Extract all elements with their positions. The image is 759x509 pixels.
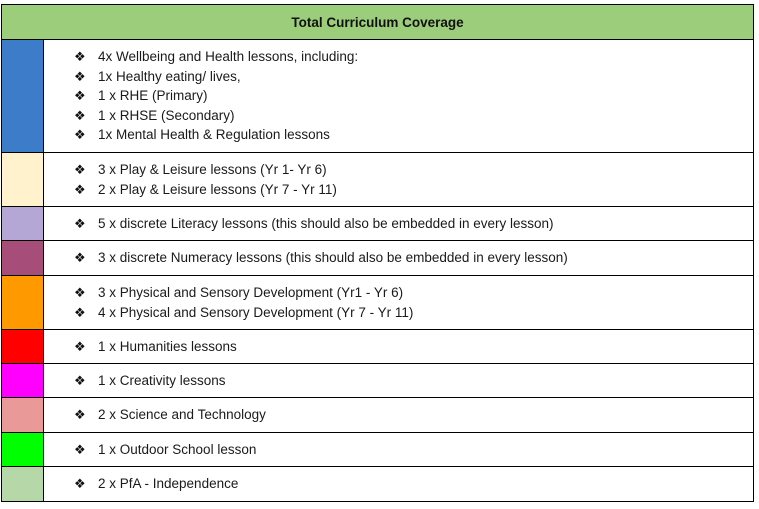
list-item [74, 125, 753, 145]
list-item [74, 160, 753, 180]
list-item [74, 214, 753, 234]
color-swatch [2, 330, 44, 364]
lesson-list [74, 337, 753, 357]
coverage-cell [44, 330, 753, 364]
diamond-bullet-icon: ❖ [74, 304, 86, 320]
diamond-bullet-icon: ❖ [74, 88, 86, 104]
diamond-bullet-icon: ❖ [74, 49, 86, 65]
diamond-bullet-icon: ❖ [74, 250, 86, 266]
diamond-bullet-icon: ❖ [74, 162, 86, 177]
color-swatch [2, 398, 44, 433]
coverage-cell [44, 207, 753, 241]
lesson-text: 1 x RHSE (Secondary) [98, 107, 235, 123]
coverage-cell [44, 467, 753, 501]
table-title: Total Curriculum Coverage [291, 14, 464, 30]
lesson-text: 3 x Play & Leisure lessons (Yr 1- Yr 6) [98, 162, 327, 177]
list-item [74, 180, 753, 200]
coverage-cell [44, 433, 753, 467]
coverage-cell [44, 40, 753, 153]
lesson-text: 1 x Creativity lessons [98, 372, 226, 388]
curriculum-coverage-table [1, 4, 754, 502]
lesson-list [74, 371, 753, 391]
diamond-bullet-icon: ❖ [74, 181, 86, 197]
lesson-text: 4x Wellbeing and Health lessons, including: [98, 49, 359, 65]
lesson-list [74, 474, 753, 494]
lesson-list [74, 214, 753, 234]
coverage-cell [44, 153, 753, 207]
lesson-text: 1x Mental Health & Regulation lessons [98, 127, 330, 143]
lesson-list [74, 440, 753, 460]
lesson-text: 1 x Outdoor School lesson [98, 441, 257, 457]
list-item [74, 440, 753, 460]
list-item [74, 303, 753, 323]
color-swatch [2, 433, 44, 467]
list-item [74, 337, 753, 357]
lesson-text: 3 x Physical and Sensory Development (Yr1 - Yr 6) [98, 285, 404, 300]
coverage-cell [44, 276, 753, 330]
lesson-text: 3 x discrete Numeracy lessons (this should also be embedded in every lesson) [98, 250, 568, 266]
lesson-list [74, 248, 753, 268]
list-item [74, 47, 753, 67]
diamond-bullet-icon: ❖ [74, 476, 86, 492]
list-item [74, 67, 753, 87]
lesson-text: 1x Healthy eating/ lives, [98, 68, 241, 84]
lesson-text: 4 x Physical and Sensory Development (Yr 7 - Yr 11) [98, 304, 414, 320]
color-swatch [2, 364, 44, 398]
diamond-bullet-icon: ❖ [74, 407, 86, 423]
diamond-bullet-icon: ❖ [74, 68, 86, 84]
lesson-list [74, 405, 753, 425]
diamond-bullet-icon: ❖ [74, 127, 86, 143]
list-item [74, 248, 753, 268]
list-item [74, 474, 753, 494]
diamond-bullet-icon: ❖ [74, 372, 86, 388]
lesson-text: 1 x RHE (Primary) [98, 88, 208, 104]
diamond-bullet-icon: ❖ [74, 215, 86, 231]
lesson-list [74, 160, 753, 199]
color-swatch [2, 207, 44, 241]
diamond-bullet-icon: ❖ [74, 107, 86, 123]
lesson-list [74, 47, 753, 145]
color-swatch [2, 40, 44, 153]
lesson-text: 5 x discrete Literacy lessons (this should also be embedded in every lesson) [98, 215, 554, 231]
diamond-bullet-icon: ❖ [74, 441, 86, 457]
color-swatch [2, 153, 44, 207]
lesson-list [74, 283, 753, 322]
list-item [74, 283, 753, 303]
table-header [2, 5, 753, 40]
coverage-cell [44, 364, 753, 398]
lesson-text: 1 x Humanities lessons [98, 338, 237, 354]
list-item [74, 405, 753, 425]
lesson-text: 2 x Science and Technology [98, 407, 266, 423]
coverage-cell [44, 241, 753, 276]
lesson-text: 2 x PfA - Independence [98, 476, 239, 492]
list-item [74, 371, 753, 391]
color-swatch [2, 241, 44, 276]
list-item [74, 86, 753, 106]
list-item [74, 106, 753, 126]
color-swatch [2, 467, 44, 501]
lesson-text: 2 x Play & Leisure lessons (Yr 7 - Yr 11) [98, 181, 337, 197]
coverage-cell [44, 398, 753, 433]
diamond-bullet-icon: ❖ [74, 338, 86, 354]
diamond-bullet-icon: ❖ [74, 285, 86, 300]
color-swatch [2, 276, 44, 330]
